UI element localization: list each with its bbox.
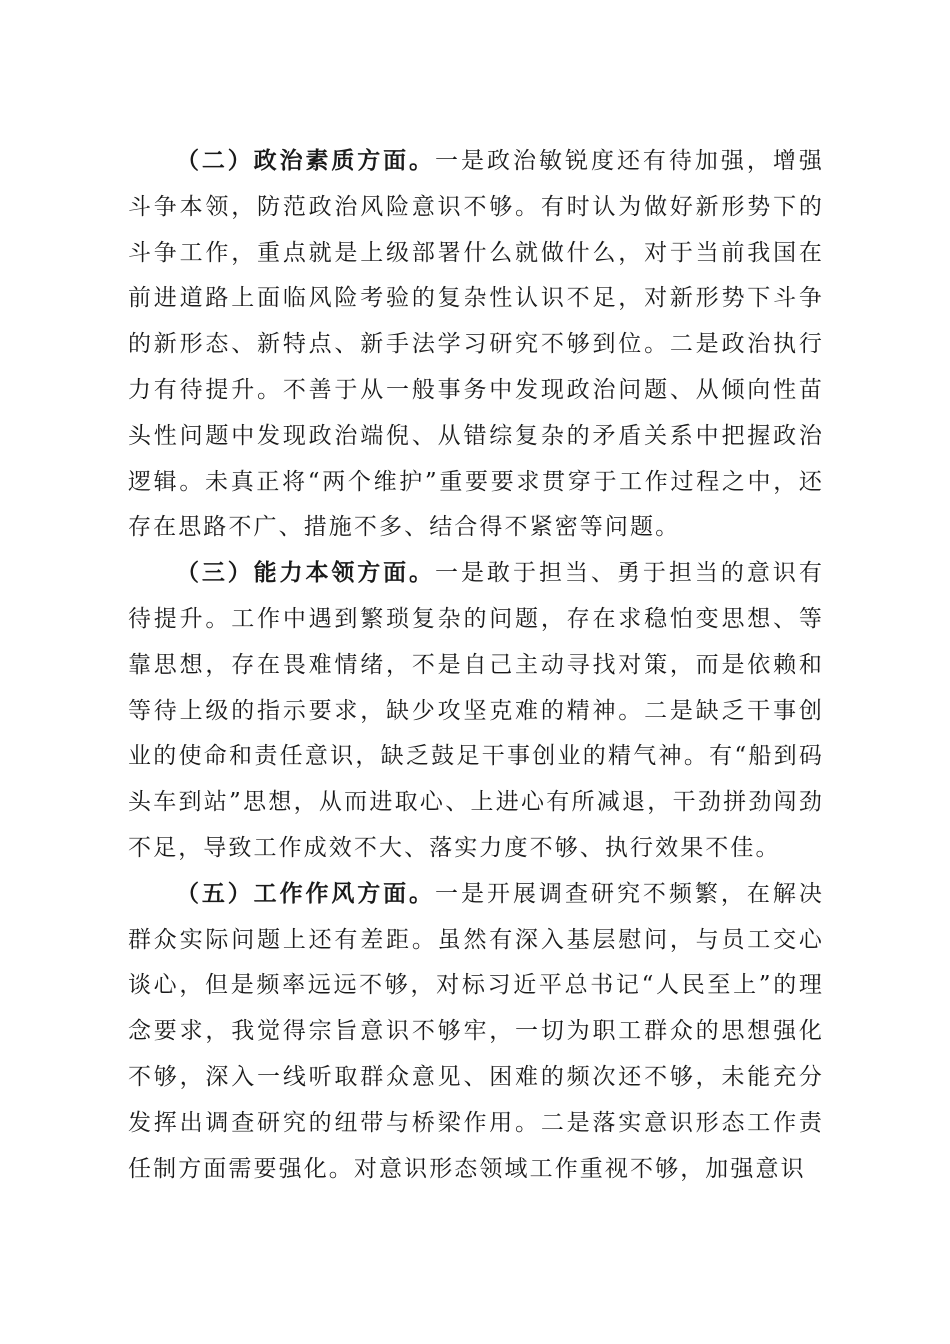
document-body xyxy=(128,139,824,1192)
paragraph-ability xyxy=(128,551,824,872)
section-heading: （三）能力本领方面。 xyxy=(176,560,435,587)
section-heading: （五）工作作风方面。 xyxy=(176,880,435,907)
paragraph-political-quality xyxy=(128,139,824,551)
section-heading: （二）政治素质方面。 xyxy=(176,148,435,174)
paragraph-text: 一是开展调查研究不频繁，在解决群众实际问题上还有差距。虽然有深入基层慰问，与员工交心谈心，但是频率远远不够，对标习近平总书记“人民至上”的理念要求，我觉得宗旨意识不够牢，一切为职工群众的思想强化不够，深入一线听取群众意见、困难的频次还不够，未能充分发挥出调查研究的纽带与桥梁作用。二是落实意识形态工作责任制方面需要强化。对意识形态领域工作重视不够，加强意识 xyxy=(128,880,825,1182)
paragraph-work-style xyxy=(128,872,824,1193)
paragraph-text: 一是政治敏锐度还有待加强，增强斗争本领，防范政治风险意识不够。有时认为做好新形势下的斗争工作，重点就是上级部署什么就做什么，对于当前我国在前进道路上面临风险考验的复杂性认识不足，对新形势下斗争的新形态、新特点、新手法学习研究不够到位。二是政治执行力有待提升。不善于从一般事务中发现政治问题、从倾向性苗头性问题中发现政治端倪、从错综复杂的矛盾关系中把握政治逻辑。未真正将“两个维护”重要要求贯穿于工作过程之中，还存在思路不广、措施不多、结合得不紧密等问题。 xyxy=(128,148,825,541)
paragraph-text: 一是敢于担当、勇于担当的意识有待提升。工作中遇到繁琐复杂的问题，存在求稳怕变思想、等靠思想，存在畏难情绪，不是自己主动寻找对策，而是依赖和等待上级的指示要求，缺少攻坚克难的精神。二是缺乏干事创业的使命和责任意识，缺乏鼓足干事创业的精气神。有“船到码头车到站”思想，从而进取心、上进心有所减退，干劲拼劲闯劲不足，导致工作成效不大、落实力度不够、执行效果不佳。 xyxy=(128,560,825,861)
